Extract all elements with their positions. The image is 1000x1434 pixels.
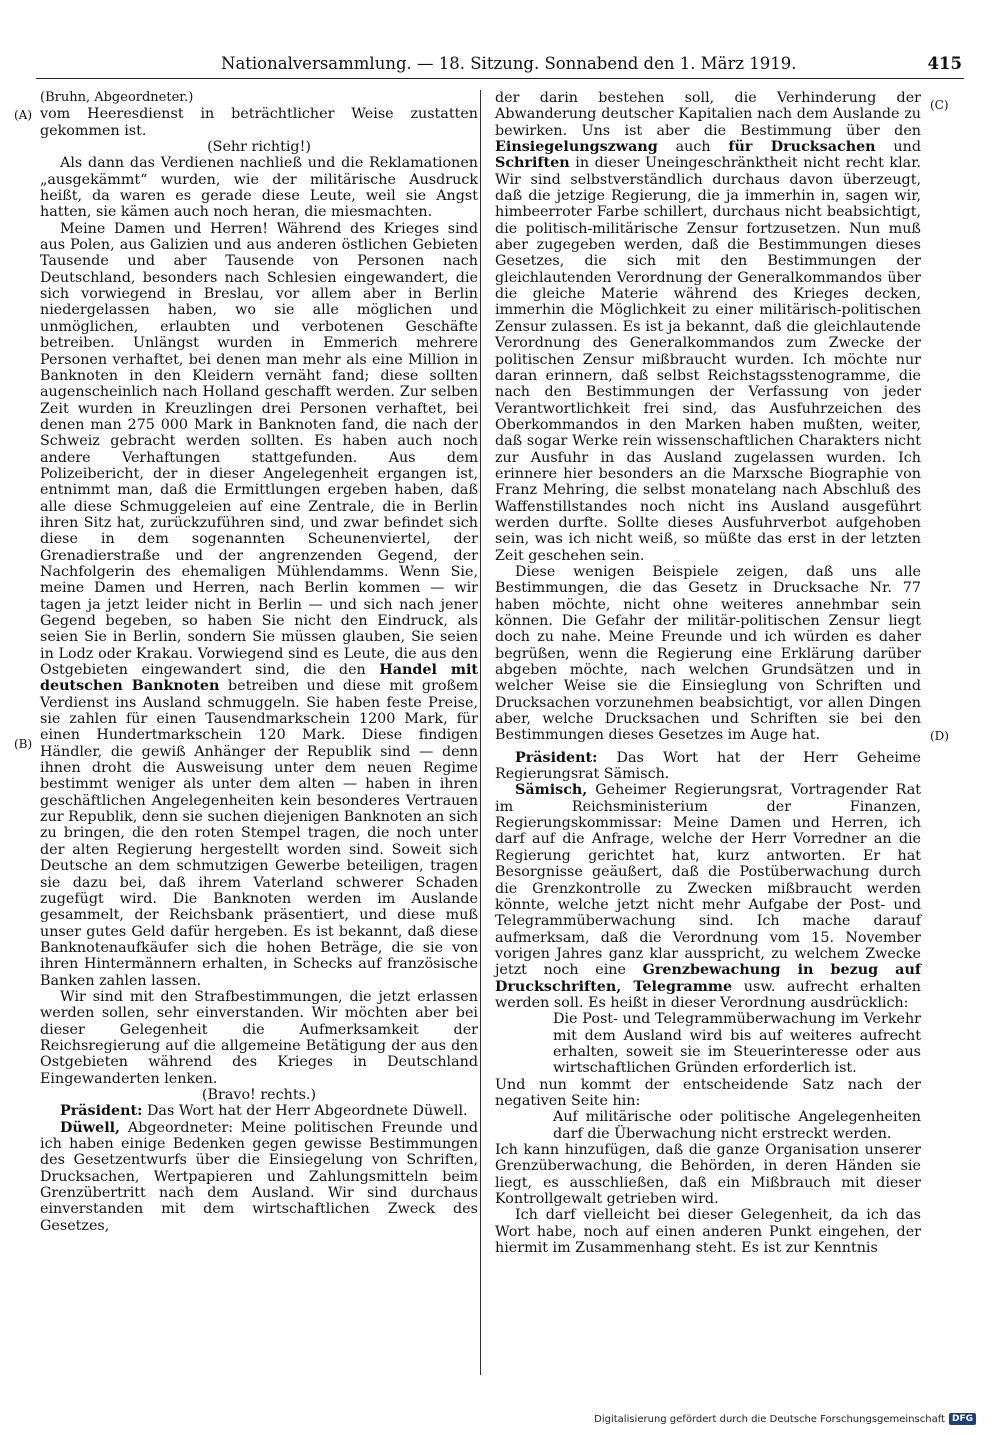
margin-marker-d: (D) [930, 729, 949, 743]
paragraph: Ich darf vielleicht bei dieser Gelegenheit, da ich das Wort habe, noch auf einen anderen Punkt eingehen, der hiermit im Zusammenhang steht. Es ist zur Kenntnis [495, 1207, 921, 1257]
paragraph-text: und [893, 139, 921, 156]
margin-marker-c: (C) [930, 98, 949, 112]
emphasis: für Drucksachen [728, 139, 876, 156]
header-title: Nationalversammlung. — 18. Sitzung. Sonnabend den 1. März 1919. [221, 54, 797, 73]
paragraph-text: in dieser Uneingeschränktheit nicht recht klar. Wir sind selbstverständlich durchaus davon überzeugt, daß die jetzige Regierung, die ja immerhin in, sagen wir, himbeerroter Farbe schillert, durchaus nicht beabsichtigt, die politisch-militärische Zensur fortzusetzen. Nun muß aber zugegeben werden, daß die Bestimmungen dieses Gesetzes, die sich mit den Bestimmungen der gleichlautenden Verordnung der Generalkommandos über die gleiche Materie während des Krieges decken, immerhin die Möglichkeit zu einer militärisch-politischen Zensur zulassen. Es ist ja bekannt, daß die gleichlautende Verordnung des Generalkommandos zum Zwecke der politischen Zensur mißbraucht wurden. Ich möchte nur daran erinnern, daß selbst Reichstagsstenogramme, die nach den Bestimmungen der Verfassung von jeder Verantwortlichkeit frei sind, das Ausfuhrzeichen des Oberkommandos in den Marken haben mußten, weiter, daß sogar Werke rein wissenschaftlichen Charakters nicht zur Ausfuhr in das Ausland zugelassen wurden. Ich erinnere hier besonders an die Marxsche Biographie von Franz Mehring, die selbst monatelang nach Abschluß des Waffenstillstandes noch nicht ins Ausland ausgeführt werden durfte. Sollte dieses Ausfuhrverbot aufgehoben sein, was ich nicht weiß, so müßte das erst in der letzten Zeit geschehen sein. [495, 155, 922, 564]
paragraph-text: Geheimer Regierungsrat, Vortragender Rat im Reichsministerium der Finanzen, Regierungskommissar: Meine Damen und Herren, ich darf auf die Anfrage, welche der Herr Vorredner an die Regierung gerichtet hat, kurz antworten. Er hat Besorgnisse geäußert, daß die Postüberwachung durch die Grenzkontrolle zu Zwecken mißbraucht werden könnte, welche jetzt nicht mehr Aufgabe der Post- und Telegrammüberwachung sind. Ich mache darauf aufmerksam, daß die Verordnung vom 15. November vorigen Jahres ganz klar ausspricht, zu welchem Zwecke jetzt noch eine [495, 782, 922, 979]
dfg-logo: DFG [949, 1413, 976, 1425]
paragraph-text: auch [675, 139, 711, 156]
right-column [495, 90, 921, 1256]
paragraph [495, 90, 921, 564]
margin-marker-b: (B) [14, 737, 33, 751]
speaker-name: Düwell, [60, 1119, 121, 1136]
paragraph: Und nun kommt der entscheidende Satz nach der negativen Seite hin: [495, 1076, 921, 1109]
paragraph-text: betreiben und diese mit großem Verdienst ins Ausland schmuggeln. Sie haben feste Preise, sie zahlen für einen Tausendmarkschein 1200 Mark, für einen Hundertmarkschein 120 Mark. Diese findigen Händler, die gewiß Anhänger der Republik sind — denn ihnen droht die Ausweisung unter dem neuen Regime bestimmt weniger als unter dem alten — haben in ihren geschäftlichen Angelegenheiten kein besonderes Vertrauen zur Republik, denn sie suchen diejenigen Banknoten an sich zu bringen, die den roten Stempel tragen, die noch unter der alten Regierung hergestellt worden sind. Soweit sich Deutsche an dem schmutzigen Gewerbe beteiligen, tragen sie dazu bei, daß ihrem Vaterland schwerer Schaden zugefügt wird. Die Banknoten werden im Auslande gesammelt, der Reichsbank präsentiert, und diese muß unser gutes Geld dafür hergeben. Es ist bekannt, daß diese Banknotenaufkäufer sich die hohen Beträge, die sie von ihren Hintermännern erhalten, in Schecks auf französische Banken zahlen lassen. [40, 678, 479, 989]
paragraph-text: der darin bestehen soll, die Verhinderung der Abwanderung deutscher Kapitalien nach dem Auslande zu bewirken. Uns ist aber die Bestimmung über den [495, 90, 921, 139]
block-quote: Die Post- und Telegrammüberwachung im Verkehr mit dem Ausland wird bis auf weiteres aufrecht erhalten, soweit sie im Steuerinteresse oder aus wirtschaftlichen Gründen erforderlich ist. [553, 1011, 921, 1077]
emphasis: Grenzbewachung in bezug auf Druckschriften, Telegramme [495, 962, 921, 995]
paragraph: Diese wenigen Beispiele zeigen, daß uns alle Bestimmungen, die das Gesetz in Drucksache Nr. 77 haben möchte, nicht ohne weiteres annehmbar sein können. Die Gefahr der militär-politischen Zensur liegt doch zu nahe. Meine Freunde und ich würden es daher begrüßen, wenn die Regierung eine Erklärung darüber abgeben möchte, nach welchen Grundsätzen und in welcher Weise sie die Einsieglung von Schriften und Drucksachen vorzunehmen beabsichtigt, vor allen Dingen aber, welche Drucksachen und Schriften sie bei den Bestimmungen dieses Gesetzes im Auge hat. [495, 563, 921, 744]
paragraph [40, 1103, 478, 1119]
footer-text: Digitalisierung gefördert durch die Deutsche Forschungsgemeinschaft [594, 1413, 945, 1425]
paragraph: Wir sind mit den Strafbestimmungen, die jetzt erlassen werden sollen, sehr einverstanden. Wir möchten aber bei dieser Gelegenheit die Aufmerksamkeit der Reichsregierung auf die allgemeine Betätigung der aus den Ostgebieten während des Krieges in Deutschland Eingewanderten lenken. [40, 988, 478, 1087]
column-divider [480, 90, 481, 1375]
speaker-name: Sämisch, [515, 782, 588, 799]
paragraph-text: Das Wort hat der Herr Abgeordnete Düwell. [146, 1103, 468, 1120]
digitization-footer [594, 1413, 976, 1425]
speaker-continuation: (Bruhn, Abgeordneter.) [40, 90, 194, 105]
paragraph-text: Meine Damen und Herren! Während des Krieges sind aus Polen, aus Galizien und aus anderen östlichen Gebieten Tausende und aber Tausende von Personen nach Deutschland, besonders nach Schlesien eingewandert, die sich vorwiegend in Breslau, vor allem aber in Berlin niedergelassen haben, wo sie alle möglichen und unmöglichen, erlaubten und verbotenen Geschäfte betreiben. Unlängst wurden in Emmerich mehrere Personen verhaftet, bei denen man mehr als eine Million in Banknoten in den Kleidern vernäht fand; diese sollten augenscheinlich nach Holland geschafft werden. Zur selben Zeit wurden in Kreuzlingen drei Personen verhaftet, bei denen man 275 000 Mark in Banknoten fand, die nach der Schweiz gebracht werden sollten. Es haben auch noch andere Verhaftungen stattgefunden. Aus dem Polizeibericht, der in dieser Angelegenheit ergangen ist, entnimmt man, daß die Ermittlungen ergeben haben, daß alle diese Schmuggeleien auf eine Zentrale, die in Berlin ihren Sitz hat, zurückzuführen sind, und zwar befindet sich diese in dem sogenannten Scheunenviertel, der Grenadierstraße und der angrenzenden Gegend, der Nachfolgerin des ehemaligen Mühlendamms. Wenn Sie, meine Damen und Herren, nach Berlin kommen — wir tagen ja jetzt leider nicht in Berlin — und sich nach jener Gegend begeben, so haben Sie nicht den Eindruck, als seien Sie in Berlin, sondern Sie müssen glauben, Sie seien in Lodz oder Krakau. Vorwiegend sind es Leute, die aus den Ostgebieten eingewandert sind, die den [40, 220, 478, 679]
left-column [40, 90, 478, 1234]
paragraph-text: usw. aufrecht erhalten werden soll. Es heißt in dieser Verordnung ausdrücklich: [495, 978, 922, 1011]
speaker-name: Präsident: [60, 1103, 143, 1120]
interjection: (Bravo! rechts.) [201, 1086, 317, 1103]
paragraph [495, 782, 921, 1011]
emphasis: Schriften [495, 155, 570, 172]
paragraph-text: Das Wort hat der Herr Geheime Regierungsrat Sämisch. [495, 749, 922, 783]
margin-marker-a: (A) [14, 108, 33, 122]
paragraph [40, 1120, 478, 1234]
interjection: (Sehr richtig!) [207, 139, 311, 156]
emphasis: Handel mit deutschen Banknoten [40, 662, 478, 695]
paragraph: vom Heeresdienst in beträchtlicher Weise zustatten gekommen ist. [40, 106, 478, 139]
paragraph [495, 750, 921, 783]
running-header [36, 54, 964, 79]
paragraph [40, 221, 478, 989]
block-quote: Auf militärische oder politische Angelegenheiten darf die Überwachung nicht erstreckt werden. [553, 1109, 921, 1142]
emphasis: Einsiegelungszwang [495, 139, 658, 156]
speaker-name: Präsident: [515, 749, 598, 766]
page-number: 415 [927, 54, 962, 73]
paragraph: Ich kann hinzufügen, daß die ganze Organisation unserer Grenzüberwachung, die Behörden, in deren Händen sie liegt, es ausschließen, daß ein Mißbrauch mit dieser Kontrollgewalt getrieben wird. [495, 1142, 921, 1208]
paragraph: Als dann das Verdienen nachließ und die Reklamationen „ausgekämmt“ wurden, wie der militärische Ausdruck heißt, da waren es gerade diese Leute, weil sie Angst hatten, sie kämen auch noch heran, die miesmachten. [40, 155, 478, 221]
paragraph-text: Abgeordneter: Meine politischen Freunde und ich haben einige Bedenken gegen gewisse Bestimmungen des Gesetzentwurfs über die Einsiegelung von Schriften, Drucksachen, Wertpapieren und Zahlungsmitteln beim Grenzübertritt nach dem Ausland. Wir sind durchaus einverstanden mit dem wirtschaftlichen Zweck des Gesetzes, [40, 1119, 479, 1234]
